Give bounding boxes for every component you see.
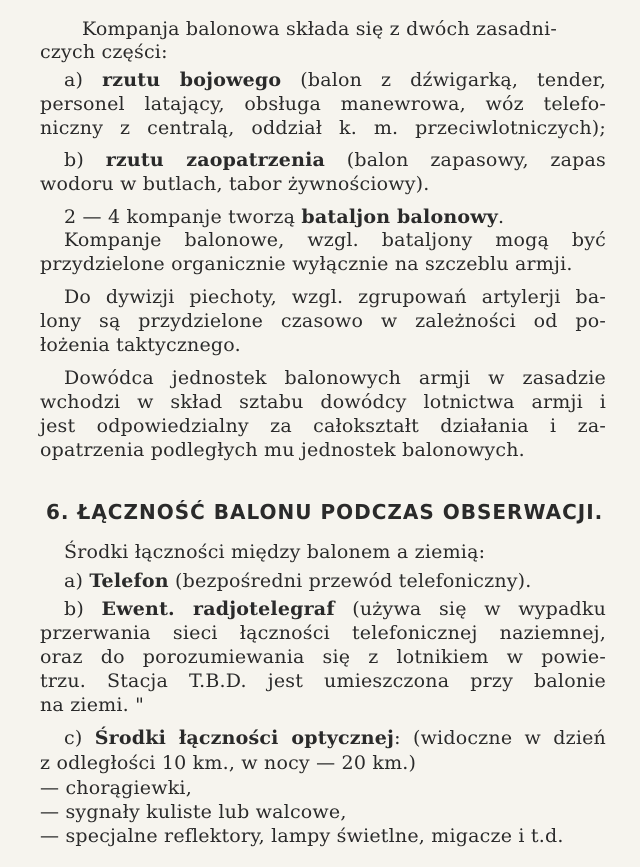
text-line: jest odpowiedzialny za całokształt działania i za- <box>40 415 606 437</box>
dash-list-item: — chorągiewki, <box>40 777 192 799</box>
text-line: trzu. Stacja T.B.D. jest umieszczona przy balonie <box>40 670 606 692</box>
text-line: oraz do porozumiewania się z lotnikiem w powie- <box>40 646 606 668</box>
list-item-a: a) rzutu bojowego (balon z dźwigarką, tender, <box>64 69 606 91</box>
text-line: wodoru w butlach, tabor żywnościowy). <box>40 173 430 195</box>
section-heading: 6. ŁĄCZNOŚĆ BALONU PODCZAS OBSERWACJI. <box>46 500 604 524</box>
text-line: 2 — 4 kompanje tworzą bataljon balonowy. <box>64 206 505 228</box>
text-line: przydzielone organicznie wyłącznie na szczeblu armji. <box>40 253 573 275</box>
list-item-a: a) Telefon (bezpośredni przewód telefoniczny). <box>64 570 532 592</box>
text-line: Kompanje balonowe, wzgl. bataljony mogą być <box>64 229 606 251</box>
list-item-b: b) rzutu zaopatrzenia (balon zapasowy, zapas <box>64 149 606 171</box>
text-line: Kompanja balonowa składa się z dwóch zasadni- <box>82 18 557 40</box>
dash-list-item: — specjalne reflektory, lampy świetlne, migacze i t.d. <box>40 825 564 847</box>
text-line: lony są przydzielone czasowo w zależności od po- <box>40 310 606 332</box>
text-line: Środki łączności między balonem a ziemią: <box>64 541 486 563</box>
dash-list-item: — sygnały kuliste lub walcowe, <box>40 801 347 823</box>
text-line: opatrzenia podległych mu jednostek balonowych. <box>40 439 525 461</box>
text-line: czych części: <box>40 41 168 63</box>
text-line: Dowódca jednostek balonowych armji w zasadzie <box>64 367 606 389</box>
text-line: na ziemi. " <box>40 694 145 716</box>
text-line: z odległości 10 km., w nocy — 20 km.) <box>40 752 417 774</box>
text-line: przerwania sieci łączności telefonicznej naziemnej, <box>40 622 606 644</box>
list-item-c: c) Środki łączności optycznej: (widoczne w dzień <box>64 727 606 749</box>
text-line: łożenia taktycznego. <box>40 334 241 356</box>
list-item-b: b) Ewent. radjotelegraf (używa się w wypadku <box>64 598 607 620</box>
text-line: Do dywizji piechoty, wzgl. zgrupowań artylerji ba- <box>64 286 606 308</box>
text-line: personel latający, obsługa manewrowa, wóz telefo- <box>40 93 606 115</box>
text-line: niczny z centralą, oddział k. m. przeciwlotniczych); <box>40 117 606 139</box>
text-line: wchodzi w skład sztabu dowódcy lotnictwa armji i <box>40 391 606 413</box>
